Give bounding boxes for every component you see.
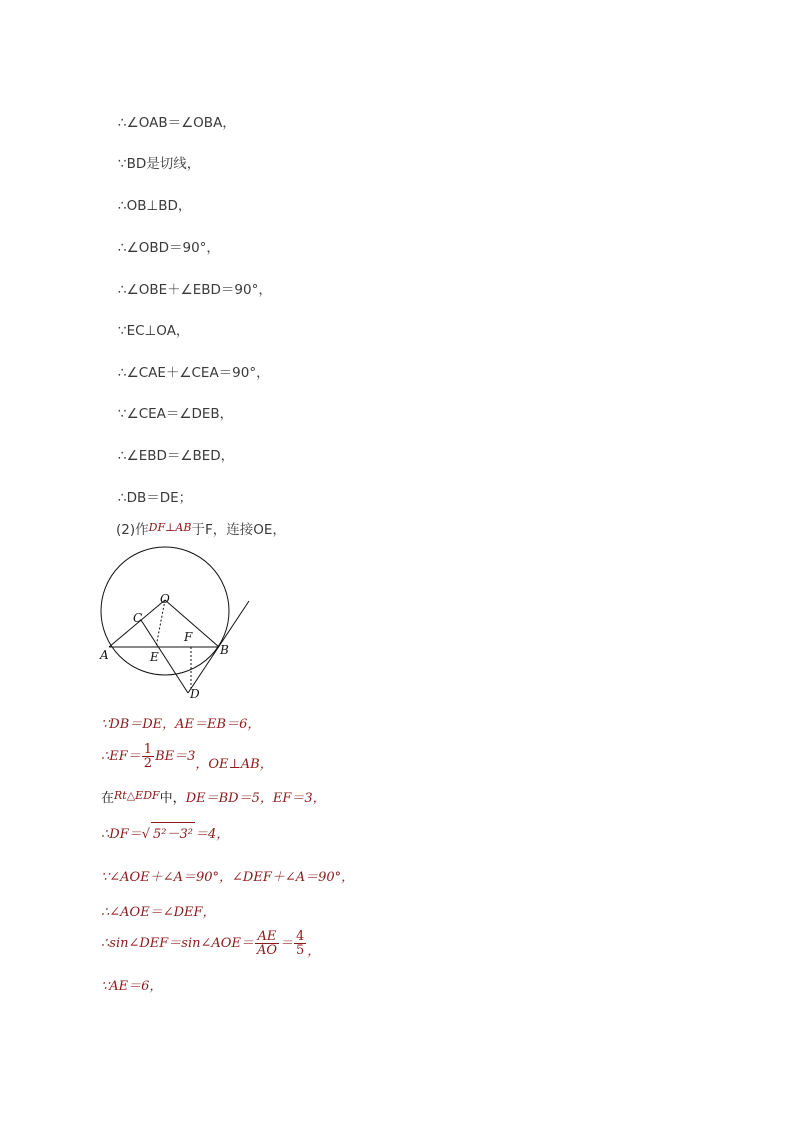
fraction-denominator: 5 (296, 943, 305, 958)
label-E: E (150, 650, 159, 664)
proof-line: ∴∠CAE＋∠CEA＝90°， (118, 365, 270, 381)
solution-line-3 (101, 787, 326, 806)
text-zai: 在 (101, 791, 115, 806)
fraction (142, 743, 154, 770)
fraction-denominator: 2 (143, 756, 153, 771)
solution-line-8: ∵AE＝6， (101, 979, 163, 994)
part2-label: (2)作 (116, 522, 149, 538)
fraction-numerator: 4 (296, 929, 305, 944)
text-zhong: 中， (159, 791, 186, 806)
geometry-figure (96, 545, 256, 705)
expr-part: ∴DF＝ (101, 827, 142, 842)
solution-line-5: ∵∠AOE＋∠A＝90°，∠DEF＋∠A＝90°， (101, 870, 355, 885)
expr-part: ， (307, 944, 321, 959)
expr-part: ∴sin∠DEF＝sin∠AOE＝ (101, 936, 254, 951)
label-O: O (160, 592, 170, 606)
part2-heading (116, 518, 286, 538)
label-B: B (220, 643, 229, 657)
solution-line-6: ∴∠AOE＝∠DEF， (101, 905, 216, 920)
solution-line-7 (101, 930, 320, 957)
fraction (255, 930, 279, 957)
expr-part: ＝4， (194, 827, 230, 842)
solution-line-4 (101, 822, 229, 842)
solution-line-1: ∵DB＝DE，AE＝EB＝6， (101, 717, 261, 732)
proof-line: ∴∠OAB＝∠OBA， (118, 115, 236, 131)
solution-line-2 (101, 743, 273, 770)
fraction-numerator: 1 (143, 742, 153, 757)
proof-line: ∴∠OBD＝90°， (118, 240, 220, 256)
expr-part: ＝ (279, 936, 293, 951)
proof-line: ∴∠EBD＝∠BED， (118, 448, 235, 464)
label-C: C (133, 611, 143, 625)
part2-rest: 于F，连接OE， (191, 522, 286, 538)
expr-part: ，OE⊥AB， (195, 757, 273, 772)
proof-line: ∴DB＝DE； (118, 490, 193, 506)
expr-part: DE＝BD＝5，EF＝3， (185, 791, 326, 806)
expr-part: BE＝3 (155, 749, 196, 764)
fraction-numerator: AE (255, 930, 279, 944)
label-A: A (100, 648, 109, 662)
proof-line: ∵EC⊥OA， (118, 323, 190, 339)
proof-line: ∵BD是切线， (118, 156, 201, 172)
proof-line: ∴∠OBE＋∠EBD＝90°， (118, 282, 272, 298)
fraction (294, 930, 306, 957)
label-D: D (190, 687, 200, 701)
part2-expr: DF⊥AB (148, 521, 192, 534)
sqrt-radicand: 5²－3² (151, 822, 195, 842)
expr-part: ∴EF＝ (101, 749, 141, 764)
proof-line: ∵∠CEA＝∠DEB， (118, 406, 234, 422)
fraction-denominator: AO (256, 943, 277, 958)
triangle-name: Rt△EDF (114, 789, 160, 802)
sqrt-symbol: √ (141, 827, 151, 842)
label-F: F (184, 630, 193, 644)
proof-line: ∴OB⊥BD， (118, 198, 192, 214)
